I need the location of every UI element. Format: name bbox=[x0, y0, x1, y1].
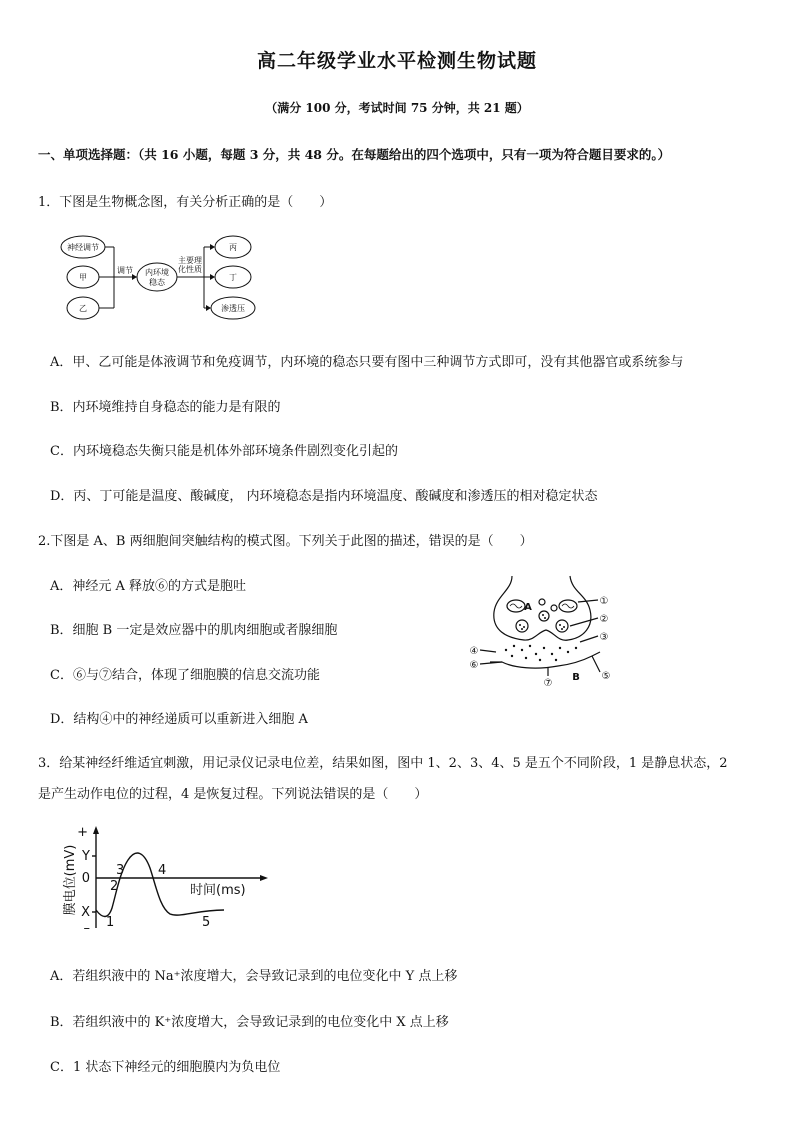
marker-3: ③ bbox=[599, 632, 609, 643]
cell-a-label: A bbox=[524, 602, 532, 613]
tick-y: Y bbox=[82, 849, 90, 864]
label-osmotic: 渗透压 bbox=[221, 304, 245, 313]
q1-option-d: D．丙、丁可能是温度、酸碱度， 内环境稳态是指内环境温度、酸碱度和渗透压的相对稳定状态 bbox=[50, 489, 598, 504]
label-center-2: 稳态 bbox=[149, 278, 165, 287]
marker-2: ② bbox=[599, 614, 609, 625]
question-3-stem-line2: 是产生动作电位的过程，4 是恢复过程。下列说法错误的是（ ） bbox=[38, 787, 428, 802]
label-property-1: 主要理 bbox=[178, 256, 202, 265]
postsynaptic-membrane bbox=[490, 652, 600, 668]
marker-6: ⑥ bbox=[469, 660, 479, 671]
marker-7: ⑦ bbox=[543, 678, 553, 689]
tick-plus: + bbox=[77, 825, 88, 840]
marker-1: ① bbox=[599, 596, 609, 607]
phase-2: 2 bbox=[110, 879, 119, 894]
phase-1: 1 bbox=[106, 915, 115, 930]
question-3-stem-line1: 3．给某神经纤维适宜刺激，用记录仪记录电位差，结果如图，图中 1、2、3、4、5 是五个不同阶段，1 是静息状态，2 bbox=[38, 756, 728, 771]
y-axis-label: 膜电位(mV) bbox=[63, 844, 78, 916]
label-regulate: 调节 bbox=[117, 266, 133, 275]
phase-5: 5 bbox=[202, 915, 211, 930]
q2-option-c: C．⑥与⑦结合，体现了细胞膜的信息交流功能 bbox=[50, 668, 320, 683]
tick-minus: – bbox=[83, 921, 90, 934]
q3-option-c: C．1 状态下神经元的细胞膜内为负电位 bbox=[50, 1060, 281, 1075]
concept-map-diagram bbox=[56, 230, 266, 326]
x-axis-label: 时间(ms) bbox=[190, 883, 246, 898]
y-axis-arrow bbox=[93, 826, 99, 834]
tick-x: X bbox=[81, 905, 90, 920]
q2-option-d: D．结构④中的神经递质可以重新进入细胞 A bbox=[50, 712, 308, 727]
section-heading: 一、单项选择题：（共 16 小题，每题 3 分，共 48 分。在每题给出的四个选项中，只有一项为符合题目要求的。） bbox=[38, 147, 671, 162]
q2-option-a: A．神经元 A 释放⑥的方式是胞吐 bbox=[50, 579, 247, 594]
q3-option-b: B．若组织液中的 K⁺浓度增大，会导致记录到的电位变化中 X 点上移 bbox=[50, 1015, 449, 1030]
page-title: 高二年级学业水平检测生物试题 bbox=[256, 50, 537, 72]
q3-option-a: A．若组织液中的 Na⁺浓度增大，会导致记录到的电位变化中 Y 点上移 bbox=[50, 969, 458, 984]
marker-4: ④ bbox=[469, 646, 479, 657]
phase-3: 3 bbox=[116, 863, 125, 878]
q1-option-a: A．甲、乙可能是体液调节和免疫调节，内环境的稳态只要有图中三种调节方式即可，没有其他器官或系统参与 bbox=[50, 355, 684, 370]
label-center-1: 内环境 bbox=[145, 268, 169, 277]
marker-5: ⑤ bbox=[601, 671, 611, 682]
label-ding: 丁 bbox=[229, 273, 237, 282]
question-1-stem: 1．下图是生物概念图，有关分析正确的是（ ） bbox=[38, 195, 333, 210]
exam-info: （满分 100 分，考试时间 75 分钟，共 21 题） bbox=[265, 101, 529, 115]
x-axis-arrow bbox=[260, 875, 268, 881]
q1-option-b: B．内环境维持自身稳态的能力是有限的 bbox=[50, 400, 281, 415]
label-property-2: 化性质 bbox=[178, 265, 202, 274]
synapse-diagram bbox=[466, 570, 626, 690]
label-bing: 丙 bbox=[229, 243, 237, 252]
cell-b-label: B bbox=[572, 672, 580, 683]
phase-4: 4 bbox=[158, 863, 167, 878]
tick-zero: 0 bbox=[81, 871, 90, 886]
q2-option-b: B．细胞 B 一定是效应器中的肌肉细胞或者腺细胞 bbox=[50, 623, 338, 638]
label-neural: 神经调节 bbox=[67, 243, 99, 252]
q1-option-c: C．内环境稳态失衡只能是机体外部环境条件剧烈变化引起的 bbox=[50, 444, 398, 459]
membrane-potential-graph bbox=[56, 822, 276, 934]
label-jia: 甲 bbox=[79, 273, 87, 282]
label-yi: 乙 bbox=[79, 304, 87, 313]
question-2-stem: 2.下图是 A、B 两细胞间突触结构的模式图。下列关于此图的描述，错误的是（ ） bbox=[38, 534, 533, 549]
